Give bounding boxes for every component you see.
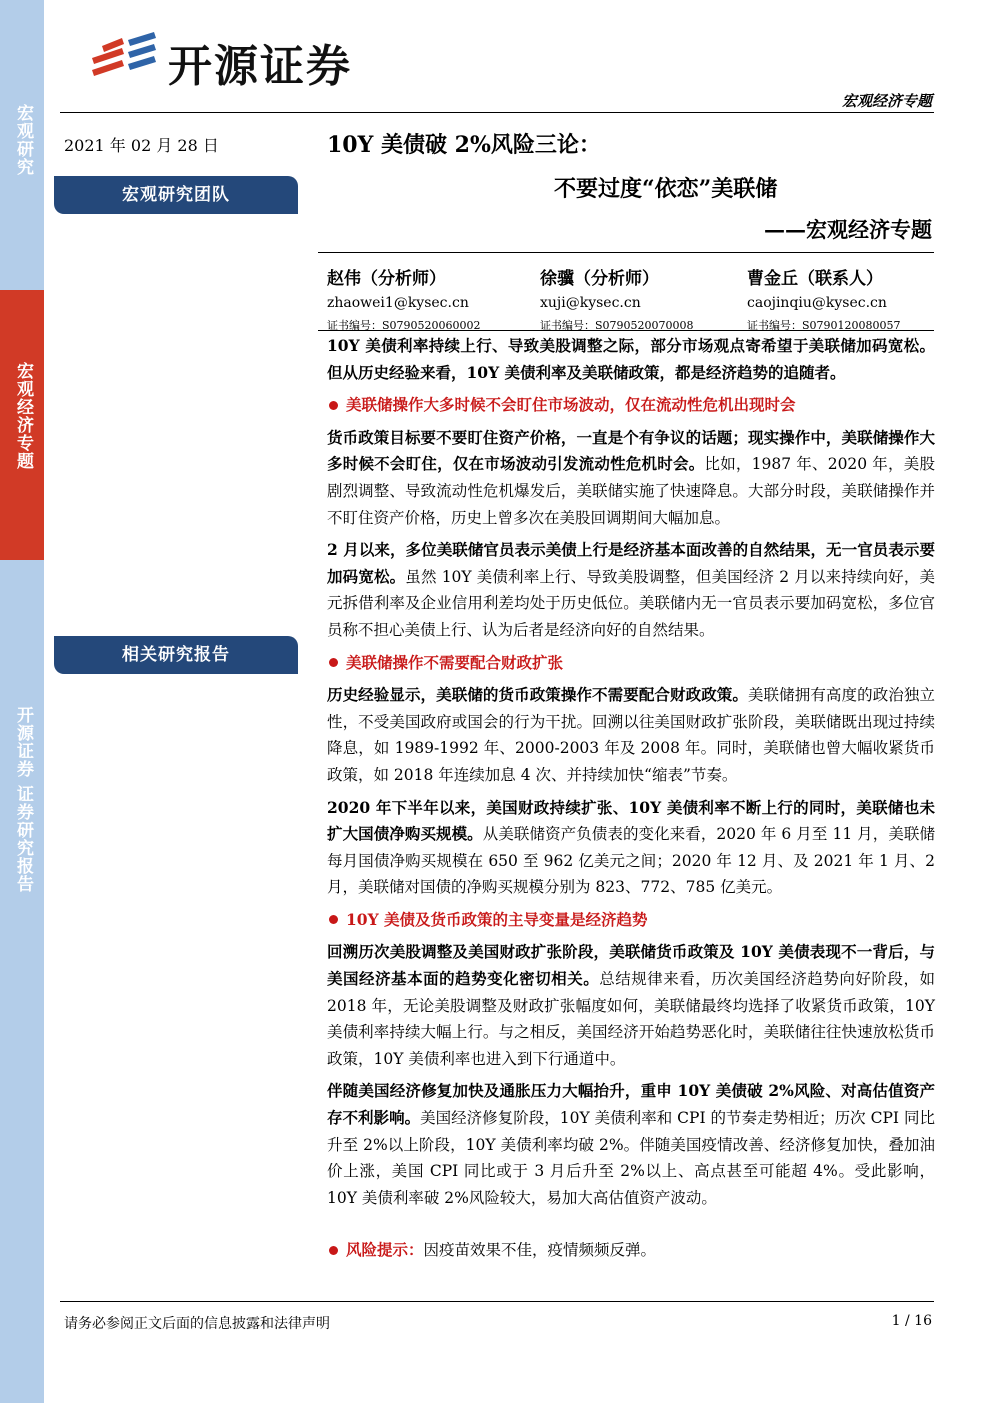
paragraph-lead: 2 月以来，多位美联储官员表示美债上行是经济基本面改善的自然结果，无一官员表示要加码宽松。 bbox=[327, 540, 935, 586]
paragraph-text: 美国经济修复阶段，10Y 美债利率和 CPI 的节奏走势相近；历次 CPI 同比升至 2%以上阶段，10Y 美债利率均破 2%。伴随美国疫情改善、经济修复加快，叠加油价上涨，美国 CPI 同比或于 3 月后升至 2%以上、高点甚至可能超 4%。受此影响，10Y 美债利率破 2%风险较大，易加大高估值资产波动。 bbox=[327, 1109, 935, 1207]
paragraph-text: 虽然 10Y 美债利率上行、导致美股调整，但美国经济 2 月以来持续向好，美元拆借利率及企业信用利差均处于历史低位。美联储内无一官员表示要加码宽松，多位官员称不担心美债上行、认为后者是经济向好的自然结果。 bbox=[327, 567, 935, 639]
author-email[interactable]: xuji@kysec.cn bbox=[540, 295, 641, 311]
paragraph-text: 从美联储资产负债表的变化来看，2020 年 6 月至 11 月，美联储每月国债净购买规模在 650 至 962 亿美元之间；2020 年 12 月、及 2021 年 1 月、2 月，美联储对国债的净购买规模分别为 823、772、785 亿美元。 bbox=[327, 825, 935, 897]
research-team-label: 宏观研究团队 bbox=[54, 176, 298, 214]
related-reports-label: 相关研究报告 bbox=[54, 636, 298, 674]
footer-divider bbox=[60, 1301, 934, 1302]
bullet-dot-icon bbox=[329, 658, 338, 667]
author-name: 曹金丘（联系人） bbox=[747, 269, 883, 289]
author-name: 徐骥（分析师） bbox=[540, 269, 659, 289]
footer-disclaimer: 请务必参阅正文后面的信息披露和法律声明 bbox=[64, 1316, 330, 1332]
paragraph-text: 比如，1987 年、2020 年，美股剧烈调整、导致流动性危机爆发后，美联储实施了快速降息。大部分时段，美联储操作并不盯住资产价格，历史上曾多次在美股回调期间大幅加息。 bbox=[327, 455, 935, 527]
body-paragraph bbox=[327, 537, 935, 643]
risk-text: 因疫苗效果不佳，疫情频频反弹。 bbox=[423, 1241, 657, 1260]
author-cert: 证书编号：S0790120080057 bbox=[747, 319, 901, 332]
bullet-dot-icon bbox=[329, 401, 338, 410]
risk-warning bbox=[327, 1237, 935, 1264]
intro-paragraph: 10Y 美债利率持续上行、导致美股调整之际，部分市场观点寄希望于美联储加码宽松。但从历史经验来看，10Y 美债利率及美联储政策，都是经济趋势的追随者。 bbox=[327, 336, 935, 382]
body-paragraph bbox=[327, 795, 935, 901]
section-heading-text: 10Y 美债及货币政策的主导变量是经济趋势 bbox=[346, 909, 648, 929]
paragraph-lead: 伴随美国经济修复加快及通胀压力大幅抬升，重申 10Y 美债破 2%风险、对高估值资产存不利影响。 bbox=[327, 1081, 935, 1128]
author-card bbox=[747, 264, 947, 333]
bullet-dot-icon bbox=[329, 915, 338, 924]
title-line-1: 10Y 美债破 2%风险三论： bbox=[327, 132, 601, 158]
author-divider bbox=[318, 330, 934, 331]
section-heading bbox=[327, 392, 935, 419]
risk-label: 风险提示： bbox=[346, 1240, 424, 1260]
body-paragraph bbox=[327, 939, 935, 1072]
bullet-dot-icon bbox=[329, 1246, 338, 1255]
page-number: 1 / 16 bbox=[891, 1313, 932, 1329]
section-heading-text: 美联储操作大多时候不会盯住市场波动，仅在流动性危机出现时会 bbox=[346, 395, 796, 415]
author-cert: 证书编号：S0790520070008 bbox=[540, 319, 694, 332]
report-category: 宏观经济专题 bbox=[841, 92, 932, 110]
paragraph-text: 美联储拥有高度的政治独立性，不受美国政府或国会的行为干扰。回溯以往美国财政扩张阶段，美联储既出现过持续降息，如 1989-1992 年、2000-2003 年及 2008 年。同时，美联储也曾大幅收紧货币政策，如 2018 年连续加息 4 次、并持续加快“缩表”节奏。 bbox=[327, 686, 935, 784]
brand-name: 开源证券 bbox=[168, 41, 352, 92]
sidebar-label-report-type: 开源证券 证券研究报告 bbox=[13, 706, 33, 893]
author-cert: 证书编号：S0790520060002 bbox=[327, 319, 481, 332]
paragraph-text: 总结规律来看，历次美国经济趋势向好阶段，如 2018 年，无论美股调整及财政扩张幅度如何，美联储最终均选择了收紧货币政策，10Y 美债利率持续大幅上行。与之相反，美国经济开始趋势恶化时，美联储往往快速放松货币政策，10Y 美债利率也进入到下行通道中。 bbox=[327, 970, 935, 1068]
author-card bbox=[540, 264, 740, 333]
report-body bbox=[327, 333, 935, 1264]
report-date: 2021 年 02 月 28 日 bbox=[64, 136, 219, 155]
header-divider bbox=[60, 112, 934, 113]
paragraph-lead: 货币政策目标要不要盯住资产价格，一直是个有争议的话题；现实操作中，美联储操作大多时候不会盯住，仅在市场波动引发流动性危机时会。 bbox=[327, 427, 935, 474]
body-paragraph bbox=[327, 425, 935, 531]
paragraph-lead: 2020 年下半年以来，美国财政持续扩张、10Y 美债利率不断上行的同时，美联储也未扩大国债净购买规模。 bbox=[327, 797, 935, 844]
sidebar-segment-bottom bbox=[0, 560, 44, 1403]
title-line-2: 不要过度“依恋”美联储 bbox=[554, 176, 778, 202]
paragraph-lead: 回溯历次美股调整及美国财政扩张阶段，美联储货币政策及 10Y 美债表现不一背后，与美国经济基本面的趋势变化密切相关。 bbox=[327, 942, 935, 989]
author-email[interactable]: zhaowei1@kysec.cn bbox=[327, 295, 469, 311]
sidebar-label-macro-research: 宏观研究 bbox=[13, 104, 33, 176]
left-sidebar bbox=[0, 0, 44, 1403]
section-heading bbox=[327, 650, 935, 677]
title-divider bbox=[318, 252, 934, 253]
author-email[interactable]: caojinqiu@kysec.cn bbox=[747, 295, 887, 311]
brand-logo-icon bbox=[88, 28, 160, 84]
body-paragraph bbox=[327, 682, 935, 788]
section-heading-text: 美联储操作不需要配合财政扩张 bbox=[346, 652, 564, 672]
paragraph-lead: 历史经验显示，美联储的货币政策操作不需要配合财政政策。 bbox=[327, 685, 748, 705]
sidebar-label-macro-topic: 宏观经济专题 bbox=[13, 362, 33, 470]
title-line-3: ——宏观经济专题 bbox=[764, 217, 932, 242]
body-paragraph bbox=[327, 1078, 935, 1211]
section-heading bbox=[327, 907, 935, 934]
author-name: 赵伟（分析师） bbox=[327, 269, 446, 289]
author-card bbox=[327, 264, 527, 333]
